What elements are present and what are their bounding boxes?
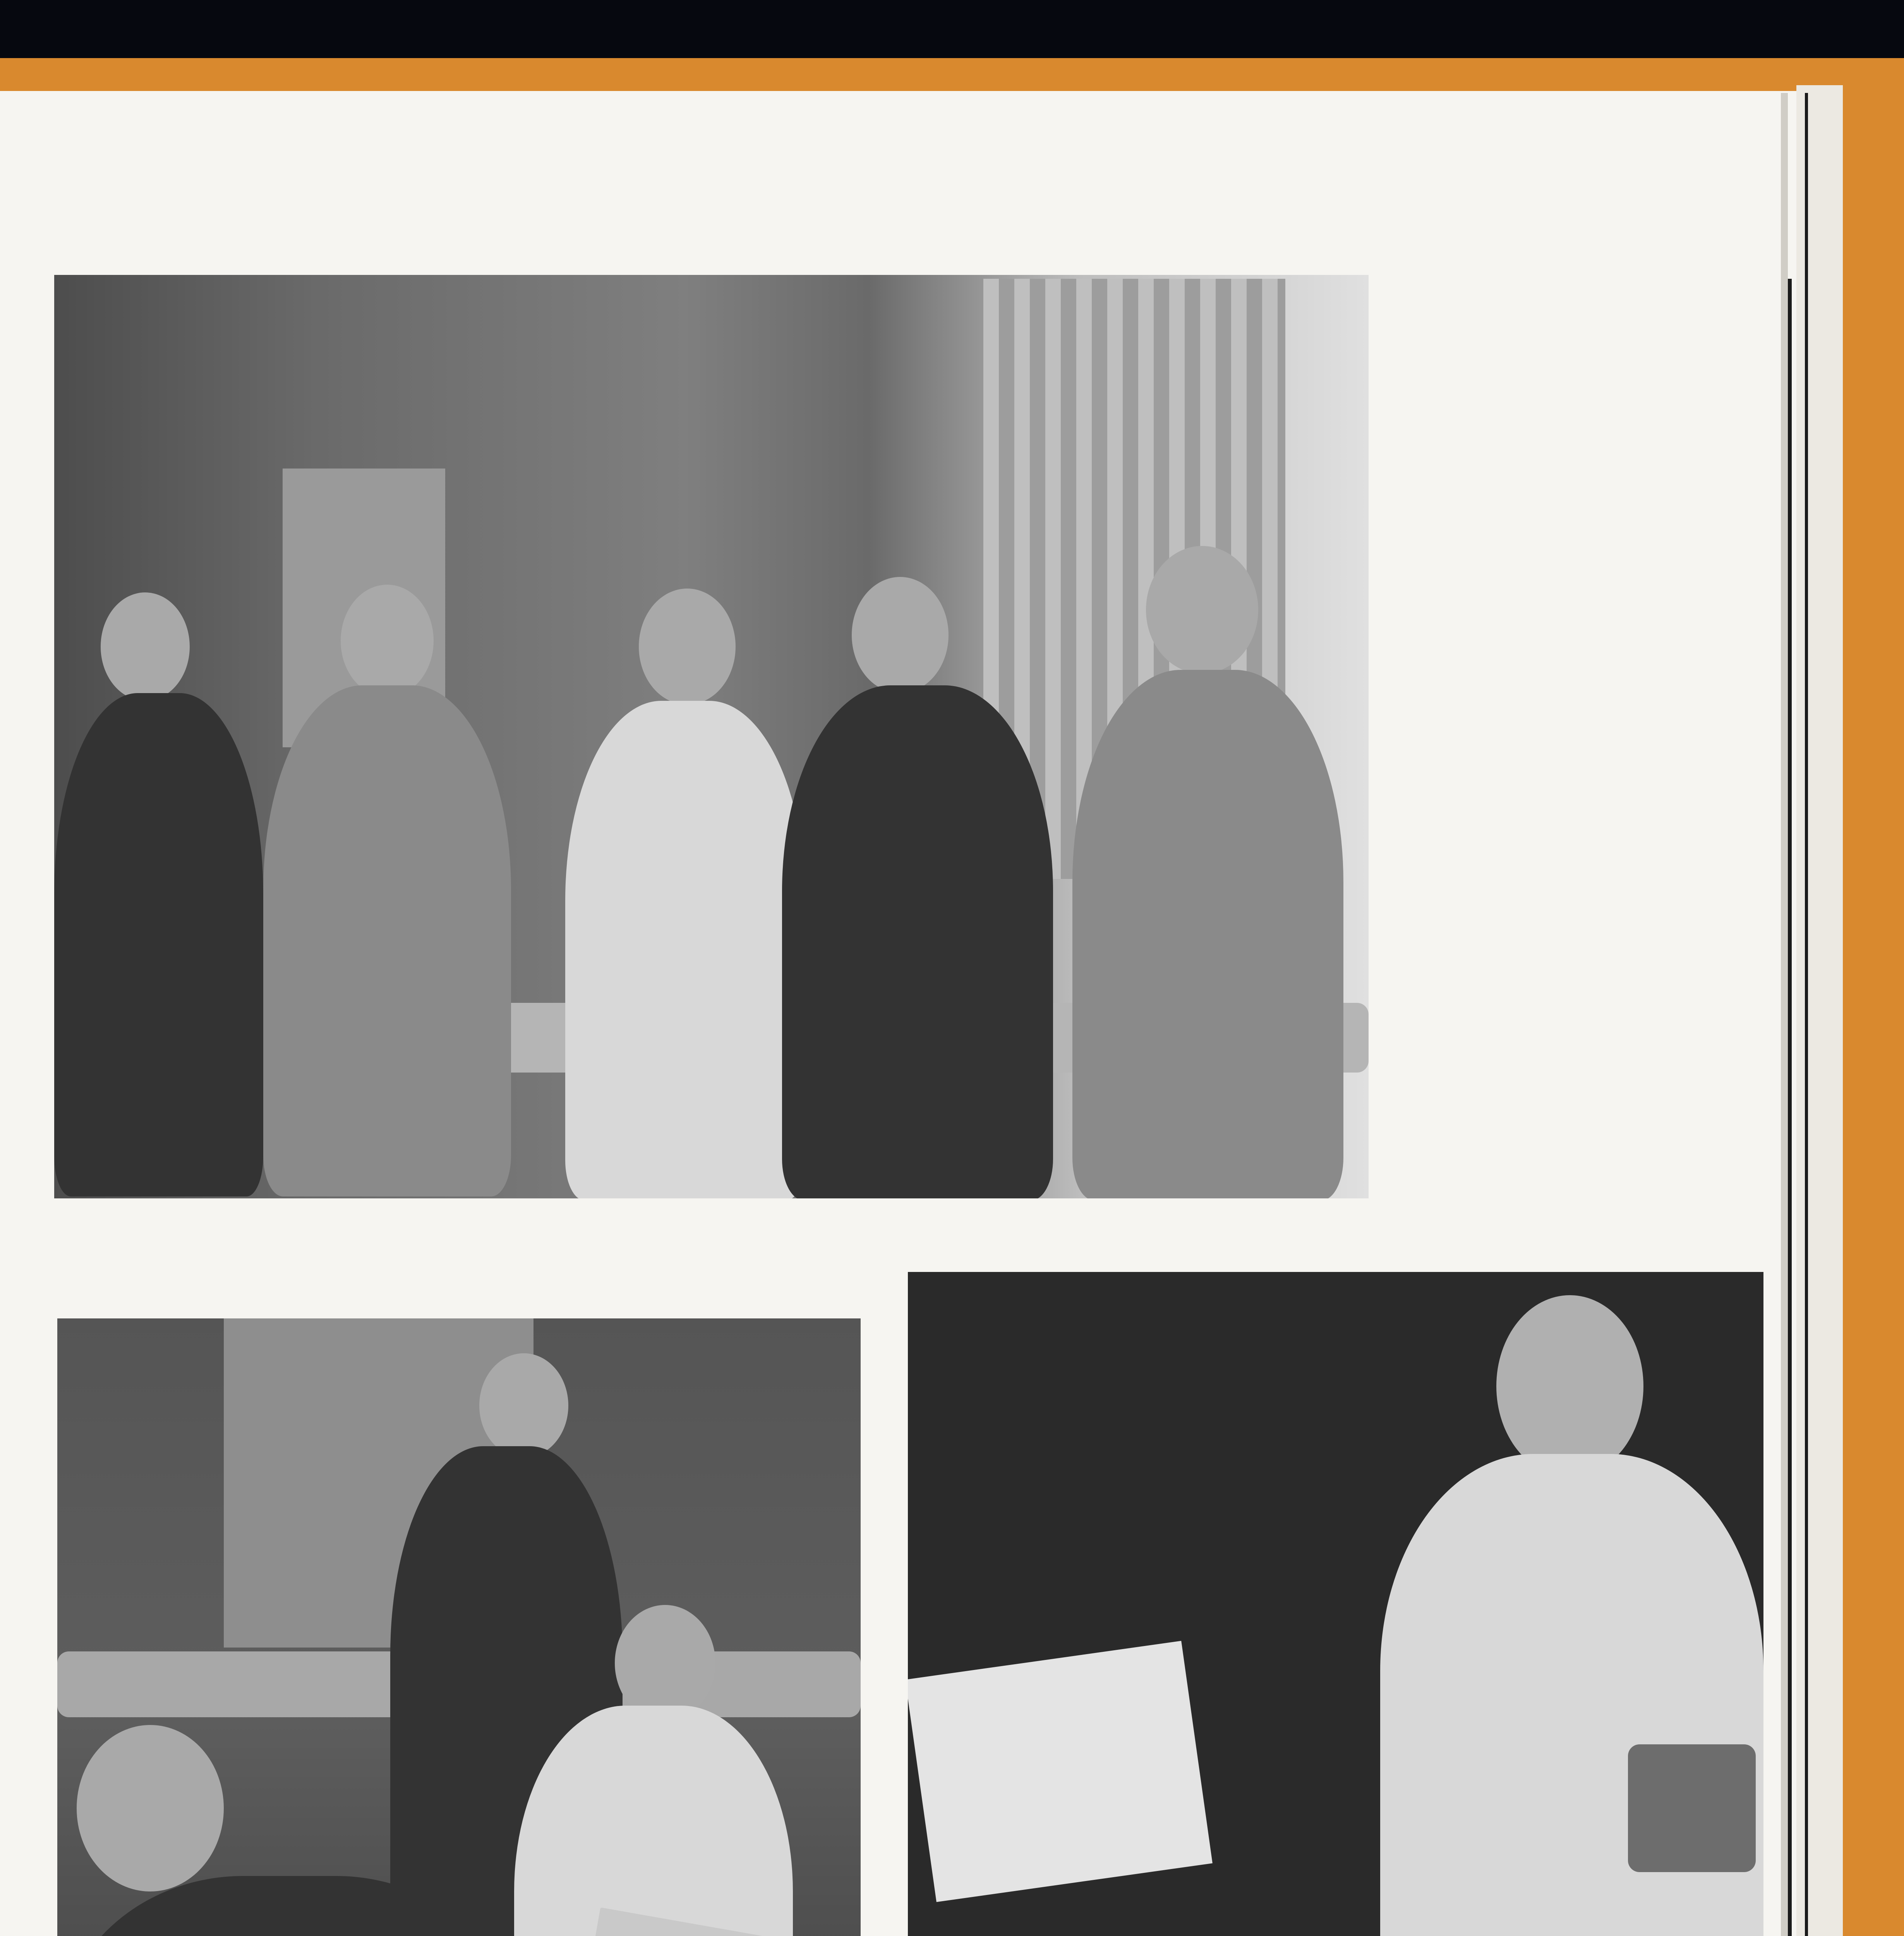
person-head bbox=[1496, 1295, 1643, 1477]
person-body bbox=[54, 693, 263, 1196]
program-photo bbox=[908, 1272, 1763, 1936]
programs-fan bbox=[908, 1641, 1213, 1902]
page-binding-line bbox=[1805, 93, 1808, 1936]
person-body bbox=[263, 685, 511, 1196]
person-head bbox=[852, 577, 949, 693]
person-head bbox=[341, 585, 434, 697]
discussion-photo bbox=[57, 1318, 861, 1936]
page-binding-line bbox=[1788, 279, 1792, 1936]
person-head bbox=[1146, 546, 1258, 674]
trophy-plaque bbox=[1628, 1744, 1756, 1872]
person-body bbox=[1072, 670, 1343, 1198]
person-head bbox=[101, 592, 190, 701]
person-head bbox=[77, 1725, 224, 1891]
person-head bbox=[615, 1605, 715, 1721]
person-head bbox=[479, 1353, 568, 1458]
page-edge-shadow bbox=[1781, 93, 1788, 1936]
person-body bbox=[782, 685, 1053, 1198]
page-stack-edge bbox=[1796, 85, 1843, 1936]
person-head bbox=[639, 589, 736, 705]
five-officers-photo bbox=[54, 275, 1369, 1198]
person-body bbox=[565, 701, 805, 1198]
